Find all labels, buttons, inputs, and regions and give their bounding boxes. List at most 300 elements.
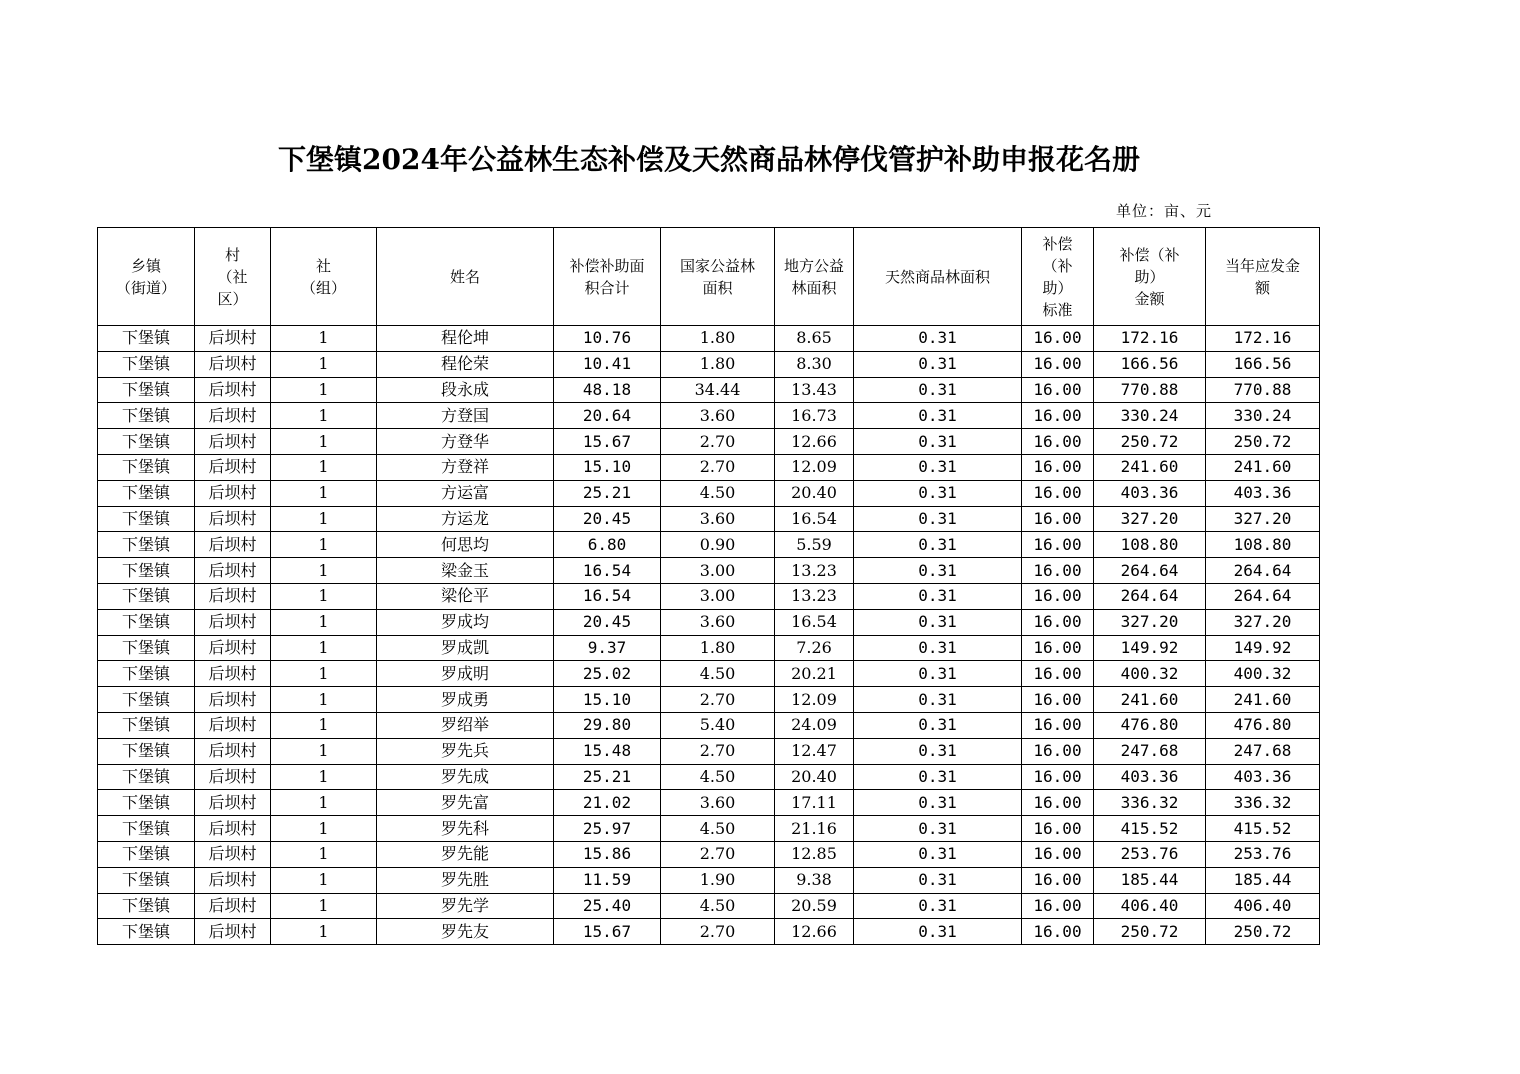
table-row bbox=[98, 635, 1320, 661]
cell-payable-amount: 250.72 bbox=[1206, 919, 1320, 945]
table-row bbox=[98, 609, 1320, 635]
cell-local-forest-area: 16.54 bbox=[775, 609, 854, 635]
cell-local-forest-area: 20.21 bbox=[775, 661, 854, 687]
cell-name: 罗先成 bbox=[377, 764, 554, 790]
cell-village: 后坝村 bbox=[195, 738, 271, 764]
table-row bbox=[98, 919, 1320, 945]
cell-payable-amount: 253.76 bbox=[1206, 841, 1320, 867]
cell-group: 1 bbox=[271, 558, 377, 584]
cell-natural-forest-area: 0.31 bbox=[854, 635, 1022, 661]
cell-standard: 16.00 bbox=[1022, 790, 1094, 816]
cell-standard: 16.00 bbox=[1022, 480, 1094, 506]
cell-local-forest-area: 17.11 bbox=[775, 790, 854, 816]
cell-payable-amount: 172.16 bbox=[1206, 326, 1320, 352]
cell-township: 下堡镇 bbox=[98, 661, 195, 687]
cell-village: 后坝村 bbox=[195, 558, 271, 584]
cell-name: 程伦坤 bbox=[377, 326, 554, 352]
cell-name: 段永成 bbox=[377, 377, 554, 403]
header-standard bbox=[1022, 228, 1094, 326]
cell-group: 1 bbox=[271, 919, 377, 945]
cell-national-forest-area: 1.80 bbox=[661, 351, 775, 377]
cell-payable-amount: 415.52 bbox=[1206, 816, 1320, 842]
cell-amount: 241.60 bbox=[1094, 454, 1206, 480]
header-line: 金额 bbox=[1134, 289, 1165, 308]
cell-payable-amount: 476.80 bbox=[1206, 712, 1320, 738]
cell-amount: 166.56 bbox=[1094, 351, 1206, 377]
cell-standard: 16.00 bbox=[1022, 841, 1094, 867]
cell-standard: 16.00 bbox=[1022, 738, 1094, 764]
cell-township: 下堡镇 bbox=[98, 790, 195, 816]
cell-name: 方登祥 bbox=[377, 454, 554, 480]
cell-group: 1 bbox=[271, 480, 377, 506]
cell-national-forest-area: 4.50 bbox=[661, 816, 775, 842]
cell-payable-amount: 327.20 bbox=[1206, 609, 1320, 635]
cell-village: 后坝村 bbox=[195, 867, 271, 893]
cell-national-forest-area: 1.90 bbox=[661, 867, 775, 893]
cell-local-forest-area: 24.09 bbox=[775, 712, 854, 738]
cell-standard: 16.00 bbox=[1022, 429, 1094, 455]
cell-natural-forest-area: 0.31 bbox=[854, 867, 1022, 893]
cell-payable-amount: 406.40 bbox=[1206, 893, 1320, 919]
table-row bbox=[98, 377, 1320, 403]
table-header-row bbox=[98, 228, 1320, 326]
header-amount bbox=[1094, 228, 1206, 326]
cell-local-forest-area: 13.43 bbox=[775, 377, 854, 403]
cell-group: 1 bbox=[271, 635, 377, 661]
cell-amount: 264.64 bbox=[1094, 558, 1206, 584]
cell-township: 下堡镇 bbox=[98, 583, 195, 609]
cell-village: 后坝村 bbox=[195, 326, 271, 352]
cell-standard: 16.00 bbox=[1022, 687, 1094, 713]
cell-group: 1 bbox=[271, 583, 377, 609]
cell-standard: 16.00 bbox=[1022, 635, 1094, 661]
cell-national-forest-area: 0.90 bbox=[661, 532, 775, 558]
cell-amount: 172.16 bbox=[1094, 326, 1206, 352]
header-line: 地方公益 bbox=[783, 256, 844, 275]
header-line: 额 bbox=[1254, 278, 1270, 297]
cell-payable-amount: 108.80 bbox=[1206, 532, 1320, 558]
cell-payable-amount: 149.92 bbox=[1206, 635, 1320, 661]
header-line: 标准 bbox=[1042, 300, 1073, 319]
cell-village: 后坝村 bbox=[195, 480, 271, 506]
cell-village: 后坝村 bbox=[195, 454, 271, 480]
cell-township: 下堡镇 bbox=[98, 738, 195, 764]
cell-natural-forest-area: 0.31 bbox=[854, 816, 1022, 842]
cell-group: 1 bbox=[271, 351, 377, 377]
cell-payable-amount: 770.88 bbox=[1206, 377, 1320, 403]
header-line: 村 bbox=[224, 245, 240, 264]
cell-group: 1 bbox=[271, 506, 377, 532]
cell-natural-forest-area: 0.31 bbox=[854, 609, 1022, 635]
cell-payable-amount: 330.24 bbox=[1206, 403, 1320, 429]
cell-standard: 16.00 bbox=[1022, 919, 1094, 945]
cell-national-forest-area: 2.70 bbox=[661, 429, 775, 455]
cell-national-forest-area: 3.60 bbox=[661, 506, 775, 532]
cell-natural-forest-area: 0.31 bbox=[854, 919, 1022, 945]
header-line: （社 bbox=[217, 267, 248, 286]
cell-total-area: 15.86 bbox=[554, 841, 661, 867]
cell-group: 1 bbox=[271, 609, 377, 635]
cell-name: 罗绍举 bbox=[377, 712, 554, 738]
cell-total-area: 48.18 bbox=[554, 377, 661, 403]
cell-village: 后坝村 bbox=[195, 841, 271, 867]
cell-amount: 330.24 bbox=[1094, 403, 1206, 429]
cell-name: 罗先胜 bbox=[377, 867, 554, 893]
cell-payable-amount: 185.44 bbox=[1206, 867, 1320, 893]
cell-name: 罗先友 bbox=[377, 919, 554, 945]
header-national-forest-area bbox=[661, 228, 775, 326]
cell-total-area: 6.80 bbox=[554, 532, 661, 558]
cell-natural-forest-area: 0.31 bbox=[854, 893, 1022, 919]
cell-group: 1 bbox=[271, 326, 377, 352]
cell-amount: 241.60 bbox=[1094, 687, 1206, 713]
cell-national-forest-area: 3.60 bbox=[661, 790, 775, 816]
cell-payable-amount: 247.68 bbox=[1206, 738, 1320, 764]
cell-local-forest-area: 12.85 bbox=[775, 841, 854, 867]
cell-national-forest-area: 4.50 bbox=[661, 893, 775, 919]
table-row bbox=[98, 583, 1320, 609]
cell-standard: 16.00 bbox=[1022, 661, 1094, 687]
document-title: 下堡镇2024年公益林生态补偿及天然商品林停伐管护补助申报花名册 bbox=[278, 143, 1140, 176]
cell-amount: 247.68 bbox=[1094, 738, 1206, 764]
cell-village: 后坝村 bbox=[195, 816, 271, 842]
table-row bbox=[98, 429, 1320, 455]
cell-total-area: 25.02 bbox=[554, 661, 661, 687]
header-line: 补偿（补 bbox=[1119, 245, 1180, 264]
cell-standard: 16.00 bbox=[1022, 377, 1094, 403]
cell-name: 梁伦平 bbox=[377, 583, 554, 609]
cell-standard: 16.00 bbox=[1022, 609, 1094, 635]
cell-village: 后坝村 bbox=[195, 661, 271, 687]
cell-natural-forest-area: 0.31 bbox=[854, 558, 1022, 584]
cell-national-forest-area: 3.00 bbox=[661, 558, 775, 584]
cell-payable-amount: 264.64 bbox=[1206, 558, 1320, 584]
cell-national-forest-area: 2.70 bbox=[661, 738, 775, 764]
table-row bbox=[98, 661, 1320, 687]
cell-total-area: 16.54 bbox=[554, 558, 661, 584]
table-row bbox=[98, 454, 1320, 480]
cell-township: 下堡镇 bbox=[98, 893, 195, 919]
table-row bbox=[98, 764, 1320, 790]
header-total-area bbox=[554, 228, 661, 326]
cell-natural-forest-area: 0.31 bbox=[854, 351, 1022, 377]
cell-amount: 476.80 bbox=[1094, 712, 1206, 738]
cell-group: 1 bbox=[271, 764, 377, 790]
cell-total-area: 25.21 bbox=[554, 480, 661, 506]
cell-amount: 264.64 bbox=[1094, 583, 1206, 609]
cell-name: 方运富 bbox=[377, 480, 554, 506]
cell-national-forest-area: 4.50 bbox=[661, 480, 775, 506]
header-local-forest-area bbox=[775, 228, 854, 326]
cell-standard: 16.00 bbox=[1022, 893, 1094, 919]
cell-village: 后坝村 bbox=[195, 506, 271, 532]
cell-amount: 108.80 bbox=[1094, 532, 1206, 558]
header-line: （补 bbox=[1042, 256, 1073, 275]
cell-township: 下堡镇 bbox=[98, 816, 195, 842]
cell-total-area: 10.41 bbox=[554, 351, 661, 377]
cell-group: 1 bbox=[271, 377, 377, 403]
cell-village: 后坝村 bbox=[195, 403, 271, 429]
cell-total-area: 15.67 bbox=[554, 919, 661, 945]
header-line: 助） bbox=[1134, 267, 1165, 286]
table-row bbox=[98, 841, 1320, 867]
cell-local-forest-area: 7.26 bbox=[775, 635, 854, 661]
cell-township: 下堡镇 bbox=[98, 841, 195, 867]
cell-natural-forest-area: 0.31 bbox=[854, 326, 1022, 352]
cell-total-area: 15.48 bbox=[554, 738, 661, 764]
header-payable-amount bbox=[1206, 228, 1320, 326]
cell-total-area: 9.37 bbox=[554, 635, 661, 661]
cell-standard: 16.00 bbox=[1022, 764, 1094, 790]
cell-name: 罗成凯 bbox=[377, 635, 554, 661]
table-row bbox=[98, 351, 1320, 377]
cell-total-area: 15.10 bbox=[554, 687, 661, 713]
cell-village: 后坝村 bbox=[195, 712, 271, 738]
table-row bbox=[98, 893, 1320, 919]
cell-group: 1 bbox=[271, 532, 377, 558]
cell-natural-forest-area: 0.31 bbox=[854, 841, 1022, 867]
header-township bbox=[98, 228, 195, 326]
table-row bbox=[98, 687, 1320, 713]
cell-natural-forest-area: 0.31 bbox=[854, 790, 1022, 816]
table-row bbox=[98, 532, 1320, 558]
cell-amount: 149.92 bbox=[1094, 635, 1206, 661]
cell-group: 1 bbox=[271, 790, 377, 816]
cell-amount: 327.20 bbox=[1094, 609, 1206, 635]
cell-total-area: 25.97 bbox=[554, 816, 661, 842]
cell-national-forest-area: 3.60 bbox=[661, 609, 775, 635]
cell-natural-forest-area: 0.31 bbox=[854, 583, 1022, 609]
cell-local-forest-area: 20.40 bbox=[775, 764, 854, 790]
cell-standard: 16.00 bbox=[1022, 583, 1094, 609]
cell-township: 下堡镇 bbox=[98, 867, 195, 893]
cell-name: 罗成均 bbox=[377, 609, 554, 635]
cell-amount: 327.20 bbox=[1094, 506, 1206, 532]
cell-national-forest-area: 1.80 bbox=[661, 635, 775, 661]
cell-total-area: 15.10 bbox=[554, 454, 661, 480]
cell-local-forest-area: 12.66 bbox=[775, 429, 854, 455]
cell-township: 下堡镇 bbox=[98, 506, 195, 532]
cell-village: 后坝村 bbox=[195, 893, 271, 919]
cell-standard: 16.00 bbox=[1022, 532, 1094, 558]
cell-township: 下堡镇 bbox=[98, 377, 195, 403]
table-row bbox=[98, 326, 1320, 352]
cell-amount: 403.36 bbox=[1094, 480, 1206, 506]
cell-payable-amount: 336.32 bbox=[1206, 790, 1320, 816]
cell-local-forest-area: 8.30 bbox=[775, 351, 854, 377]
cell-village: 后坝村 bbox=[195, 351, 271, 377]
cell-township: 下堡镇 bbox=[98, 558, 195, 584]
cell-standard: 16.00 bbox=[1022, 867, 1094, 893]
cell-name: 罗先科 bbox=[377, 816, 554, 842]
header-line: （街道） bbox=[115, 278, 176, 297]
cell-township: 下堡镇 bbox=[98, 454, 195, 480]
cell-amount: 253.76 bbox=[1094, 841, 1206, 867]
cell-township: 下堡镇 bbox=[98, 764, 195, 790]
cell-amount: 336.32 bbox=[1094, 790, 1206, 816]
cell-natural-forest-area: 0.31 bbox=[854, 403, 1022, 429]
cell-name: 罗成勇 bbox=[377, 687, 554, 713]
cell-amount: 770.88 bbox=[1094, 377, 1206, 403]
cell-national-forest-area: 3.60 bbox=[661, 403, 775, 429]
header-line: 补偿 bbox=[1042, 234, 1073, 253]
header-name bbox=[377, 228, 554, 326]
roster-table bbox=[97, 227, 1320, 945]
cell-name: 罗先富 bbox=[377, 790, 554, 816]
cell-total-area: 25.40 bbox=[554, 893, 661, 919]
cell-local-forest-area: 16.73 bbox=[775, 403, 854, 429]
cell-national-forest-area: 2.70 bbox=[661, 841, 775, 867]
cell-national-forest-area: 4.50 bbox=[661, 661, 775, 687]
cell-group: 1 bbox=[271, 661, 377, 687]
cell-national-forest-area: 4.50 bbox=[661, 764, 775, 790]
cell-total-area: 20.64 bbox=[554, 403, 661, 429]
cell-total-area: 15.67 bbox=[554, 429, 661, 455]
cell-payable-amount: 166.56 bbox=[1206, 351, 1320, 377]
cell-payable-amount: 400.32 bbox=[1206, 661, 1320, 687]
cell-standard: 16.00 bbox=[1022, 454, 1094, 480]
cell-amount: 415.52 bbox=[1094, 816, 1206, 842]
cell-natural-forest-area: 0.31 bbox=[854, 480, 1022, 506]
cell-natural-forest-area: 0.31 bbox=[854, 712, 1022, 738]
cell-township: 下堡镇 bbox=[98, 919, 195, 945]
cell-village: 后坝村 bbox=[195, 635, 271, 661]
cell-total-area: 21.02 bbox=[554, 790, 661, 816]
cell-village: 后坝村 bbox=[195, 609, 271, 635]
header-line: 乡镇 bbox=[130, 256, 161, 275]
table-row bbox=[98, 506, 1320, 532]
cell-national-forest-area: 2.70 bbox=[661, 454, 775, 480]
cell-local-forest-area: 12.47 bbox=[775, 738, 854, 764]
header-line: （组） bbox=[300, 278, 346, 297]
cell-name: 罗先兵 bbox=[377, 738, 554, 764]
cell-total-area: 25.21 bbox=[554, 764, 661, 790]
cell-local-forest-area: 12.09 bbox=[775, 687, 854, 713]
header-natural-forest-area bbox=[854, 228, 1022, 326]
cell-national-forest-area: 34.44 bbox=[661, 377, 775, 403]
cell-township: 下堡镇 bbox=[98, 429, 195, 455]
header-line: 国家公益林 bbox=[679, 256, 755, 275]
cell-township: 下堡镇 bbox=[98, 480, 195, 506]
cell-group: 1 bbox=[271, 712, 377, 738]
cell-payable-amount: 403.36 bbox=[1206, 764, 1320, 790]
cell-natural-forest-area: 0.31 bbox=[854, 738, 1022, 764]
cell-national-forest-area: 3.00 bbox=[661, 583, 775, 609]
header-line: 面积 bbox=[702, 278, 733, 297]
cell-local-forest-area: 16.54 bbox=[775, 506, 854, 532]
cell-natural-forest-area: 0.31 bbox=[854, 532, 1022, 558]
cell-amount: 406.40 bbox=[1094, 893, 1206, 919]
cell-amount: 400.32 bbox=[1094, 661, 1206, 687]
cell-village: 后坝村 bbox=[195, 687, 271, 713]
cell-group: 1 bbox=[271, 738, 377, 764]
cell-natural-forest-area: 0.31 bbox=[854, 764, 1022, 790]
cell-township: 下堡镇 bbox=[98, 351, 195, 377]
cell-township: 下堡镇 bbox=[98, 687, 195, 713]
header-line: 区） bbox=[217, 289, 248, 308]
cell-natural-forest-area: 0.31 bbox=[854, 377, 1022, 403]
header-line: 当年应发金 bbox=[1224, 256, 1300, 275]
table-row bbox=[98, 558, 1320, 584]
header-line: 助） bbox=[1042, 278, 1073, 297]
cell-total-area: 10.76 bbox=[554, 326, 661, 352]
cell-name: 程伦荣 bbox=[377, 351, 554, 377]
cell-payable-amount: 241.60 bbox=[1206, 687, 1320, 713]
cell-local-forest-area: 13.23 bbox=[775, 583, 854, 609]
cell-name: 方登国 bbox=[377, 403, 554, 429]
cell-name: 罗成明 bbox=[377, 661, 554, 687]
cell-local-forest-area: 8.65 bbox=[775, 326, 854, 352]
cell-village: 后坝村 bbox=[195, 583, 271, 609]
cell-township: 下堡镇 bbox=[98, 326, 195, 352]
cell-payable-amount: 403.36 bbox=[1206, 480, 1320, 506]
cell-local-forest-area: 9.38 bbox=[775, 867, 854, 893]
cell-name: 方登华 bbox=[377, 429, 554, 455]
cell-payable-amount: 327.20 bbox=[1206, 506, 1320, 532]
table-row bbox=[98, 738, 1320, 764]
cell-standard: 16.00 bbox=[1022, 403, 1094, 429]
cell-amount: 250.72 bbox=[1094, 429, 1206, 455]
cell-group: 1 bbox=[271, 687, 377, 713]
cell-amount: 250.72 bbox=[1094, 919, 1206, 945]
cell-local-forest-area: 12.09 bbox=[775, 454, 854, 480]
cell-township: 下堡镇 bbox=[98, 403, 195, 429]
header-village bbox=[195, 228, 271, 326]
cell-payable-amount: 241.60 bbox=[1206, 454, 1320, 480]
cell-township: 下堡镇 bbox=[98, 609, 195, 635]
cell-standard: 16.00 bbox=[1022, 816, 1094, 842]
cell-payable-amount: 264.64 bbox=[1206, 583, 1320, 609]
cell-standard: 16.00 bbox=[1022, 326, 1094, 352]
cell-local-forest-area: 5.59 bbox=[775, 532, 854, 558]
cell-natural-forest-area: 0.31 bbox=[854, 506, 1022, 532]
cell-total-area: 16.54 bbox=[554, 583, 661, 609]
header-group bbox=[271, 228, 377, 326]
cell-village: 后坝村 bbox=[195, 919, 271, 945]
cell-name: 罗先能 bbox=[377, 841, 554, 867]
cell-village: 后坝村 bbox=[195, 790, 271, 816]
cell-national-forest-area: 2.70 bbox=[661, 919, 775, 945]
cell-group: 1 bbox=[271, 816, 377, 842]
cell-national-forest-area: 2.70 bbox=[661, 687, 775, 713]
cell-group: 1 bbox=[271, 893, 377, 919]
cell-village: 后坝村 bbox=[195, 429, 271, 455]
cell-local-forest-area: 12.66 bbox=[775, 919, 854, 945]
cell-local-forest-area: 13.23 bbox=[775, 558, 854, 584]
table-row bbox=[98, 867, 1320, 893]
header-line: 补偿补助面 bbox=[569, 256, 645, 275]
header-line: 积合计 bbox=[584, 278, 630, 297]
cell-group: 1 bbox=[271, 867, 377, 893]
table-row bbox=[98, 403, 1320, 429]
cell-name: 何思均 bbox=[377, 532, 554, 558]
cell-township: 下堡镇 bbox=[98, 635, 195, 661]
cell-name: 梁金玉 bbox=[377, 558, 554, 584]
cell-name: 罗先学 bbox=[377, 893, 554, 919]
header-line: 天然商品林面积 bbox=[884, 267, 990, 286]
cell-national-forest-area: 5.40 bbox=[661, 712, 775, 738]
cell-local-forest-area: 20.59 bbox=[775, 893, 854, 919]
cell-payable-amount: 250.72 bbox=[1206, 429, 1320, 455]
cell-natural-forest-area: 0.31 bbox=[854, 429, 1022, 455]
cell-township: 下堡镇 bbox=[98, 712, 195, 738]
cell-total-area: 29.80 bbox=[554, 712, 661, 738]
cell-natural-forest-area: 0.31 bbox=[854, 661, 1022, 687]
header-line: 社 bbox=[315, 256, 331, 275]
cell-total-area: 20.45 bbox=[554, 609, 661, 635]
cell-total-area: 20.45 bbox=[554, 506, 661, 532]
header-line: 林面积 bbox=[791, 278, 837, 297]
